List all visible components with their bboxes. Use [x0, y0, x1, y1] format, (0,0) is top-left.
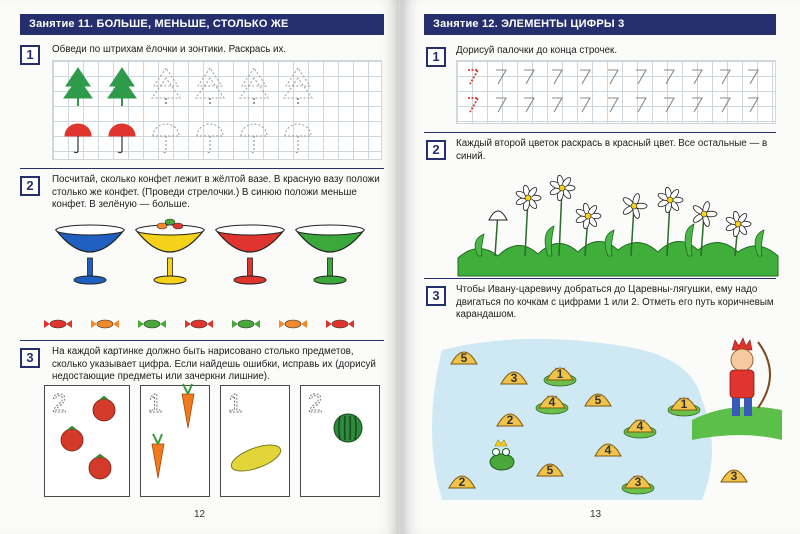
tomato-icon	[61, 429, 83, 451]
task-3-number: 3	[426, 286, 446, 306]
stroke-element	[720, 98, 730, 112]
stroke-practice-rows	[456, 60, 776, 124]
stroke-element	[580, 98, 590, 112]
task-2-text: Каждый второй цветок раскрась в красный цвет. Все остальные — в синий.	[456, 138, 768, 162]
bump-digit: 3	[510, 371, 518, 385]
right-page	[402, 0, 800, 534]
flower-center	[701, 211, 707, 217]
task-3-text: Чтобы Ивану-царевичу добраться до Царевны-лягушки, ему надо двигаться по кочкам с цифрами 1 или 2. Отметь его путь коричневым карандашом.	[456, 284, 774, 320]
stroke-element	[608, 98, 618, 112]
tomato-icon	[93, 399, 115, 421]
dashed-digit: 2	[308, 388, 323, 418]
bump-digit: 2	[458, 475, 466, 489]
flower-center	[559, 185, 565, 191]
flower-center	[585, 213, 591, 219]
stroke-element	[524, 70, 534, 84]
frog-eye	[503, 449, 510, 456]
bump-digit: 2	[506, 413, 514, 427]
stroke-element	[496, 70, 506, 84]
right-page-header: Занятие 12. ЭЛЕМЕНТЫ ЦИФРЫ 3	[424, 14, 776, 35]
ivan-leg	[732, 398, 740, 416]
bump-digit: 5	[460, 351, 468, 365]
stroke-element	[664, 70, 674, 84]
dashed-digit: 1	[148, 388, 163, 418]
stroke-element	[524, 98, 534, 112]
stroke-element	[748, 98, 758, 112]
flower-center	[631, 203, 637, 209]
stroke-element	[608, 70, 618, 84]
carrot-icon	[182, 394, 194, 428]
bump-digit: 4	[604, 443, 612, 457]
dashed-digit: 2	[52, 388, 67, 418]
stroke-element	[664, 98, 674, 112]
bow-icon	[758, 342, 770, 408]
task-2-number: 2	[20, 176, 40, 196]
frog-eye	[493, 449, 500, 456]
right-page-number: 13	[590, 509, 602, 520]
task-2-number: 2	[426, 140, 446, 160]
left-page-header: Занятие 11. БОЛЬШЕ, МЕНЬШЕ, СТОЛЬКО ЖЕ	[20, 14, 384, 35]
stroke-element	[636, 70, 646, 84]
bellflower-icon	[489, 211, 507, 220]
flowers-illustration	[458, 170, 778, 276]
ivan-crown	[732, 338, 752, 350]
ivan-head	[731, 349, 753, 371]
carrot-icon	[152, 444, 164, 478]
flower-center	[735, 221, 741, 227]
divider	[424, 132, 776, 133]
stroke-element	[720, 70, 730, 84]
stroke-element	[468, 98, 478, 112]
stroke-element	[692, 70, 702, 84]
bump-digit: 4	[636, 419, 644, 433]
stroke-element	[468, 70, 478, 84]
stroke-element	[552, 70, 562, 84]
task-1-text: Обведи по штрихам ёлочки и зонтики. Раскрась их.	[52, 44, 287, 55]
divider	[424, 278, 776, 279]
stroke-element	[636, 98, 646, 112]
bump-digit: 1	[680, 397, 688, 411]
bump-digit: 3	[730, 469, 738, 483]
carrot-leaf	[153, 434, 162, 444]
ivan-leg	[744, 398, 752, 416]
flower-center	[525, 195, 531, 201]
dashed-digit: 1	[228, 388, 243, 418]
stroke-element	[496, 98, 506, 112]
stroke-element	[580, 70, 590, 84]
task-1-text: Дорисуй палочки до конца строчек.	[456, 45, 618, 56]
bump-digit: 3	[634, 475, 642, 489]
task-3-text: На каждой картинке должно быть нарисовано столько предметов, сколько указывает цифра. Если найдешь ошибки, исправь их (дорисуй недостающие предметы или зачеркни лишние).	[52, 346, 376, 382]
bump-13	[721, 469, 747, 483]
left-page-number: 12	[194, 509, 206, 520]
task-2-text: Посчитай, сколько конфет лежит в жёлтой вазе. В красную вазу положи столько же конфет. (Проведи стрелочки.) В синюю положи меньше конфет. В зелёную — больше.	[52, 174, 380, 210]
tomato-icon	[89, 457, 111, 479]
grass-strip	[458, 241, 778, 276]
zucchini-icon	[228, 440, 284, 477]
task-1-number: 1	[20, 45, 40, 65]
stroke-element	[748, 70, 758, 84]
stroke-element	[692, 98, 702, 112]
bump-digit: 5	[546, 463, 554, 477]
ivan-shirt	[730, 370, 754, 398]
ivan-tsarevich-icon	[730, 338, 770, 416]
swamp-path-illustration	[402, 330, 800, 510]
task-1-number: 1	[426, 47, 446, 67]
bump-digit: 1	[556, 367, 564, 381]
bump-digit: 5	[594, 393, 602, 407]
carrot-leaf	[183, 384, 192, 394]
task-3-number: 3	[20, 348, 40, 368]
bump-digit: 4	[548, 395, 556, 409]
frog-body	[490, 454, 514, 470]
stroke-element	[552, 98, 562, 112]
flower-center	[667, 197, 673, 203]
